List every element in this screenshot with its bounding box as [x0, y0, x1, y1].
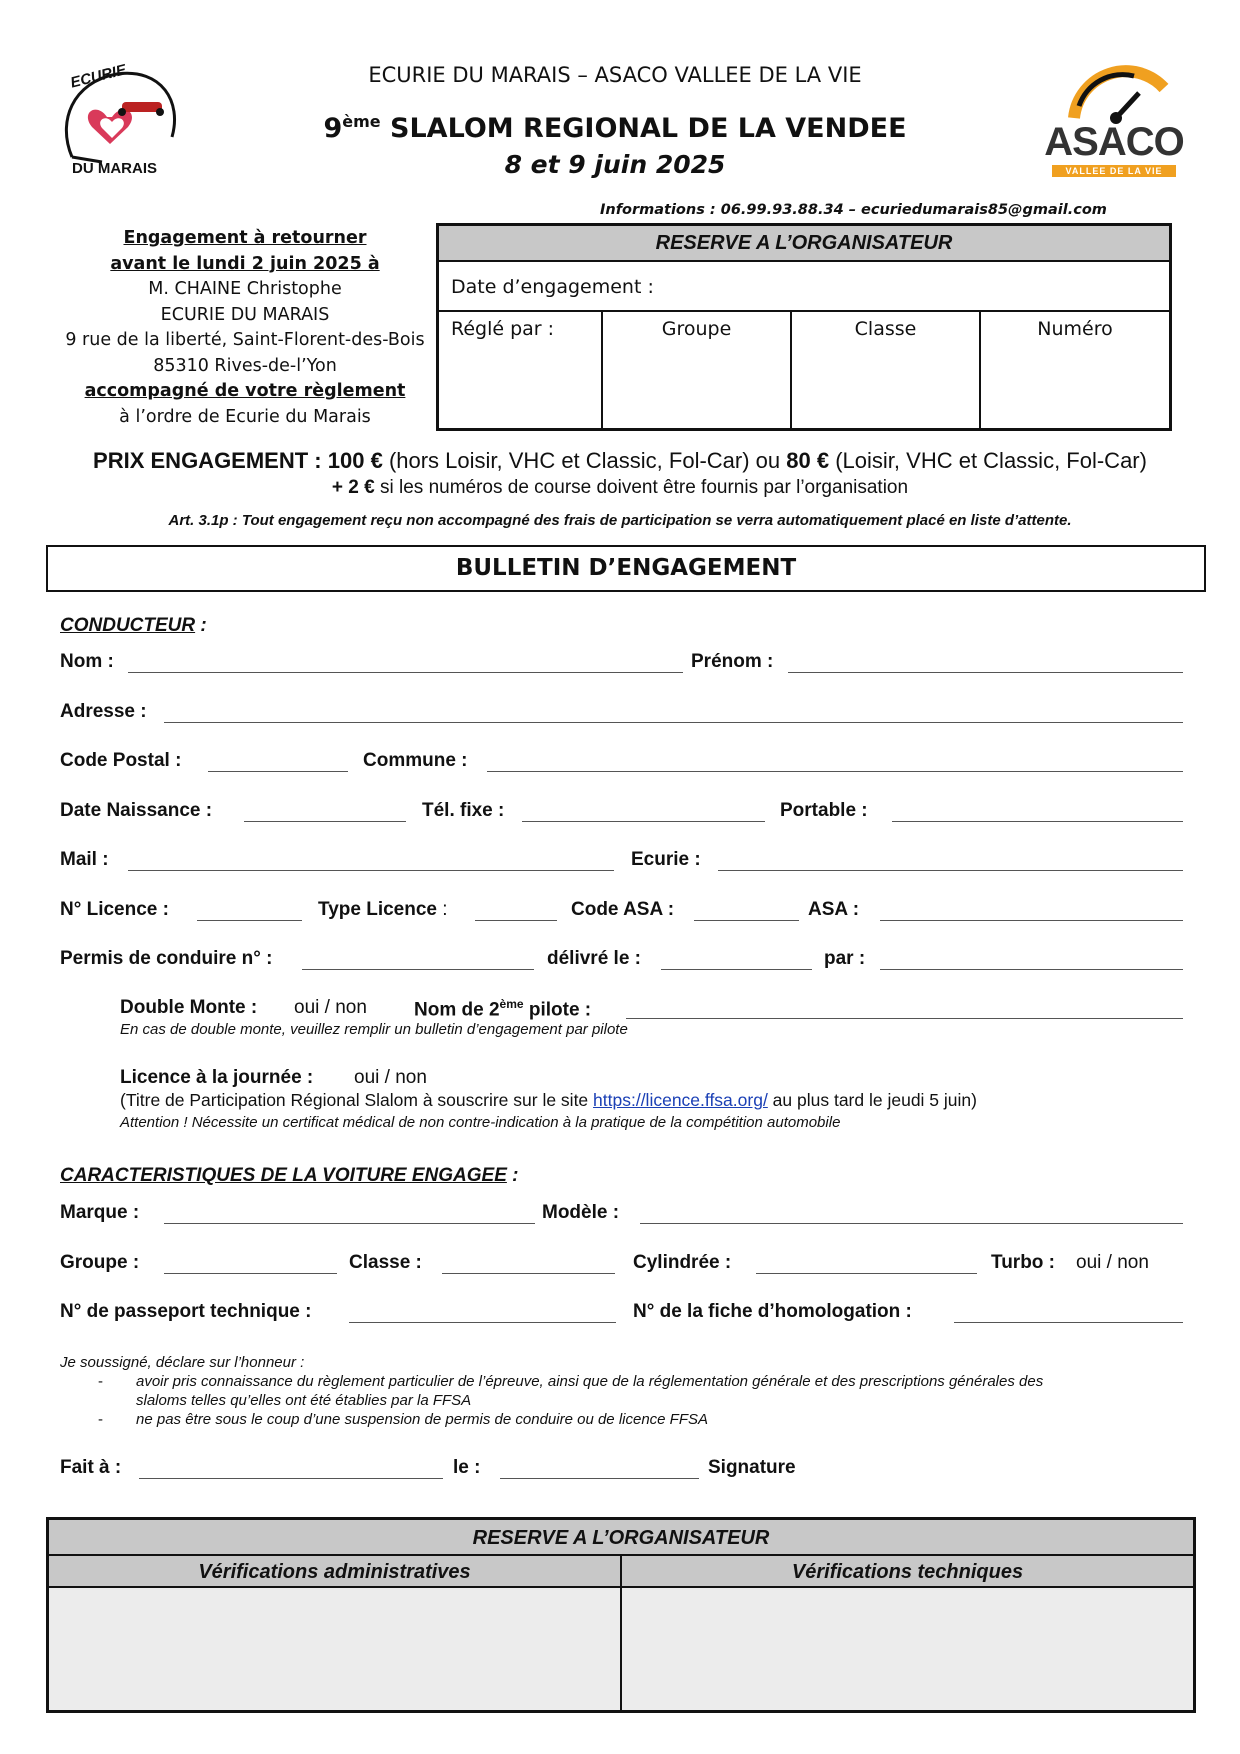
price-line	[0, 448, 1240, 474]
title-sup: ème	[342, 112, 381, 131]
section-voiture	[60, 1165, 519, 1187]
declaration-bullet-1: -	[98, 1373, 103, 1390]
portable-field[interactable]	[892, 821, 1183, 822]
double-monte-choice[interactable]: oui / non	[294, 997, 367, 1018]
licence-jour-choice[interactable]: oui / non	[354, 1067, 427, 1088]
nom2-sup: ème	[499, 997, 524, 1011]
declaration-bullet-2: -	[98, 1411, 103, 1428]
titre-post: au plus tard le jeudi 5 juin)	[767, 1090, 977, 1110]
licence-label: N° Licence :	[60, 899, 169, 920]
price-extra	[0, 477, 1240, 499]
code-postal-field[interactable]	[208, 771, 348, 772]
type-licence-field[interactable]	[475, 920, 557, 921]
prenom-field[interactable]	[788, 672, 1183, 673]
type-licence-text: Type Licence	[318, 899, 437, 920]
organiser-bottom-title: RESERVE A L’ORGANISATEUR	[49, 1520, 1193, 1556]
code-asa-label: Code ASA :	[571, 899, 675, 920]
ecurie-logo-text-top: ECURIE	[68, 61, 128, 92]
price-amount-1: 100 €	[327, 448, 383, 473]
cylindree-field[interactable]	[756, 1273, 977, 1274]
licence-jour-label: Licence à la journée :	[120, 1067, 314, 1088]
event-dates: 8 et 9 juin 2025	[504, 150, 726, 179]
mail-label: Mail :	[60, 849, 109, 870]
passeport-label: N° de passeport technique :	[60, 1301, 312, 1322]
organiser-box-title: RESERVE A L’ORGANISATEUR	[439, 226, 1169, 262]
price-extra-desc: si les numéros de course doivent être fournis par l’organisation	[380, 477, 909, 498]
nom-2eme-pilote-label	[414, 997, 591, 1021]
le-field[interactable]	[500, 1478, 699, 1479]
asa-field[interactable]	[880, 920, 1183, 921]
section-conducteur-label: CONDUCTEUR	[60, 615, 196, 636]
passeport-field[interactable]	[349, 1322, 616, 1323]
date-naissance-label: Date Naissance :	[60, 800, 213, 821]
return-line-5: 9 rue de la liberté, Saint-Florent-des-Bois	[65, 330, 425, 350]
regle-par-cell[interactable]: Réglé par :	[439, 312, 603, 428]
code-asa-field[interactable]	[694, 920, 799, 921]
modele-label: Modèle :	[542, 1202, 620, 1223]
ecurie-field[interactable]	[718, 870, 1183, 871]
declaration-intro: Je soussigné, déclare sur l’honneur :	[60, 1354, 305, 1371]
nom-label: Nom :	[60, 651, 114, 672]
tel-fixe-label: Tél. fixe :	[422, 800, 505, 821]
type-licence-colon: :	[436, 899, 448, 920]
article-note: Art. 3.1p : Tout engagement reçu non accompagné des frais de participation se verra automatiquement placé en liste d’attente.	[168, 512, 1072, 529]
classe-cell[interactable]: Classe	[792, 312, 981, 428]
turbo-choice[interactable]: oui / non	[1076, 1252, 1149, 1273]
ffsa-licence-link[interactable]: https://licence.ffsa.org/	[593, 1090, 768, 1110]
delivre-field[interactable]	[661, 969, 812, 970]
asaco-logo-text: ASACO	[1044, 120, 1184, 164]
asaco-logo-sub: VALLEE DE LA VIE	[1052, 165, 1176, 177]
adresse-label: Adresse :	[60, 701, 147, 722]
classe-field[interactable]	[442, 1273, 615, 1274]
verif-admin-header: Vérifications administratives	[49, 1556, 622, 1588]
asa-label: ASA :	[808, 899, 860, 920]
attention-note: Attention ! Nécessite un certificat médical de non contre-indication à la pratique de la compétition automobile	[120, 1114, 841, 1131]
return-line-6: 85310 Rives-de-l’Yon	[153, 355, 337, 376]
return-line-4: ECURIE DU MARAIS	[160, 304, 330, 325]
fiche-homologation-field[interactable]	[954, 1322, 1183, 1323]
price-desc-2: (Loisir, VHC et Classic, Fol-Car)	[835, 448, 1147, 473]
adresse-field[interactable]	[164, 722, 1183, 723]
section-voiture-label: CARACTERISTIQUES DE LA VOITURE ENGAGEE	[60, 1165, 507, 1186]
commune-field[interactable]	[487, 771, 1183, 772]
delivre-label: délivré le :	[547, 948, 641, 969]
nom2-post: pilote :	[523, 999, 592, 1021]
groupe-cell[interactable]: Groupe	[603, 312, 792, 428]
fait-a-label: Fait à :	[60, 1457, 122, 1478]
price-label: PRIX ENGAGEMENT :	[93, 448, 322, 473]
section-conducteur	[60, 615, 207, 637]
marque-field[interactable]	[164, 1223, 535, 1224]
price-extra-amount: + 2 €	[331, 477, 375, 498]
organiser-box-bottom	[46, 1517, 1196, 1713]
verif-tech-header: Vérifications techniques	[622, 1556, 1193, 1588]
declaration-item-1a: avoir pris connaissance du règlement particulier de l’épreuve, ainsi que de la réglementation générale et des prescriptions générales des	[136, 1373, 1044, 1390]
header-org-line: ECURIE DU MARAIS – ASACO VALLEE DE LA VIE	[368, 63, 862, 87]
declaration-item-2: ne pas être sous le coup d’une suspension de permis de conduire ou de licence FFSA	[136, 1411, 709, 1428]
return-address	[60, 226, 430, 430]
contact-info: Informations : 06.99.93.88.34 – ecuriedumarais85@gmail.com	[600, 202, 1107, 218]
le-label: le :	[453, 1457, 481, 1478]
organiser-box-top	[436, 223, 1172, 431]
licence-field[interactable]	[197, 920, 302, 921]
numero-cell[interactable]: Numéro	[1037, 318, 1113, 340]
permis-label: Permis de conduire n° :	[60, 948, 273, 969]
classe-label: Classe :	[349, 1252, 422, 1273]
groupe-label: Groupe :	[60, 1252, 140, 1273]
price-amount-2: 80 €	[786, 448, 830, 473]
type-licence-label	[318, 899, 448, 921]
marque-label: Marque :	[60, 1202, 140, 1223]
par-field[interactable]	[880, 969, 1183, 970]
turbo-label: Turbo :	[991, 1252, 1056, 1273]
section-conducteur-suffix: :	[195, 615, 207, 636]
double-monte-label: Double Monte :	[120, 997, 258, 1018]
commune-label: Commune :	[363, 750, 468, 771]
ecurie-label: Ecurie :	[631, 849, 701, 870]
nom2-text: Nom de 2	[414, 999, 500, 1021]
section-voiture-suffix: :	[506, 1165, 519, 1186]
modele-field[interactable]	[640, 1223, 1183, 1224]
groupe-field[interactable]	[164, 1273, 337, 1274]
verif-admin-area[interactable]	[49, 1588, 622, 1710]
nom-2eme-pilote-field[interactable]	[626, 1018, 1183, 1019]
date-engagement-field[interactable]: Date d’engagement :	[439, 262, 1169, 312]
return-line-7: accompagné de votre règlement	[84, 381, 406, 401]
title-number: 9	[323, 113, 343, 144]
ecurie-logo-text-bottom: DU MARAIS	[72, 160, 157, 177]
double-monte-note: En cas de double monte, veuillez remplir un bulletin d’engagement par pilote	[120, 1021, 628, 1038]
code-postal-label: Code Postal :	[60, 750, 182, 771]
title-text: SLALOM REGIONAL DE LA VENDEE	[380, 113, 907, 144]
verif-tech-area[interactable]	[622, 1588, 1193, 1710]
signature-label: Signature	[708, 1457, 796, 1478]
date-naissance-field[interactable]	[244, 821, 406, 822]
tel-fixe-field[interactable]	[522, 821, 765, 822]
permis-field[interactable]	[302, 969, 534, 970]
return-line-8: à l’ordre de Ecurie du Marais	[119, 406, 371, 427]
fait-a-field[interactable]	[139, 1478, 443, 1479]
bulletin-title: BULLETIN D’ENGAGEMENT	[46, 545, 1206, 592]
fiche-homologation-label: N° de la fiche d’homologation :	[633, 1301, 912, 1322]
titre-pre: (Titre de Participation Régional Slalom à souscrire sur le site	[120, 1090, 594, 1110]
mail-field[interactable]	[128, 870, 614, 871]
portable-label: Portable :	[780, 800, 868, 821]
return-line-1: Engagement à retourner	[123, 228, 367, 248]
prenom-label: Prénom :	[691, 651, 774, 672]
titre-participation-note	[120, 1090, 977, 1111]
declaration-item-1b: slaloms telles qu’elles ont été établies par la FFSA	[136, 1392, 472, 1409]
return-line-3: M. CHAINE Christophe	[148, 279, 342, 299]
return-line-2: avant le lundi 2 juin 2025 à	[110, 253, 380, 274]
par-label: par :	[824, 948, 866, 969]
nom-field[interactable]	[128, 672, 683, 673]
price-desc-1: (hors Loisir, VHC et Classic, Fol-Car) ou	[388, 448, 781, 473]
cylindree-label: Cylindrée :	[633, 1252, 732, 1273]
